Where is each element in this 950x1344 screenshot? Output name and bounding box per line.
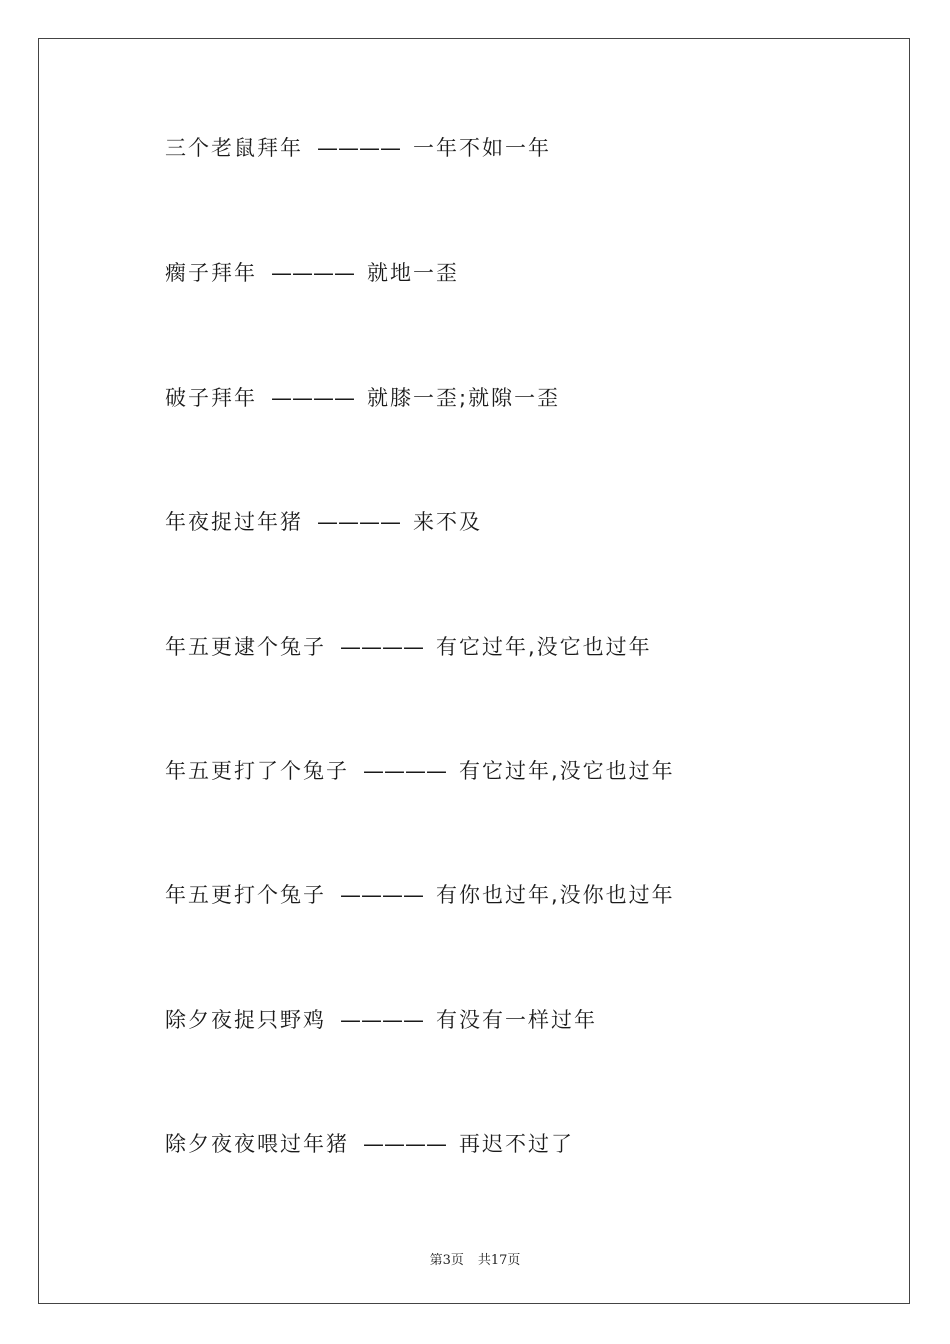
saying-right: 有你也过年,没你也过年 bbox=[436, 883, 675, 907]
saying-right: 就膝一歪;就隙一歪 bbox=[367, 386, 561, 410]
saying-right: 一年不如一年 bbox=[413, 136, 551, 160]
separator-dash: ———— bbox=[271, 261, 355, 285]
saying-left: 三个老鼠拜年 bbox=[165, 136, 303, 160]
saying-line bbox=[165, 885, 675, 906]
saying-line bbox=[165, 1134, 574, 1155]
saying-line bbox=[165, 388, 560, 409]
saying-left: 年夜捉过年猪 bbox=[165, 510, 303, 534]
separator-dash: ———— bbox=[340, 883, 424, 907]
page-number: 第3页 bbox=[429, 1253, 464, 1268]
separator-dash: ———— bbox=[363, 1132, 447, 1156]
saying-right: 有它过年,没它也过年 bbox=[459, 759, 675, 783]
saying-right: 再迟不过了 bbox=[459, 1132, 574, 1156]
saying-left: 除夕夜夜喂过年猪 bbox=[165, 1132, 349, 1156]
saying-line bbox=[165, 512, 482, 533]
saying-line bbox=[165, 1010, 597, 1031]
separator-dash: ———— bbox=[317, 510, 401, 534]
separator-dash: ———— bbox=[363, 759, 447, 783]
saying-right: 来不及 bbox=[413, 510, 482, 534]
saying-left: 年五更逮个兔子 bbox=[165, 635, 326, 659]
page-total: 共17页 bbox=[477, 1253, 521, 1268]
saying-left: 年五更打了个兔子 bbox=[165, 759, 349, 783]
page-footer bbox=[0, 1249, 950, 1268]
saying-line bbox=[165, 761, 675, 782]
saying-right: 有没有一样过年 bbox=[436, 1008, 597, 1032]
saying-line bbox=[165, 263, 459, 284]
separator-dash: ———— bbox=[340, 635, 424, 659]
saying-left: 瘸子拜年 bbox=[165, 261, 257, 285]
saying-right: 有它过年,没它也过年 bbox=[436, 635, 652, 659]
saying-line bbox=[165, 138, 551, 159]
saying-left: 破子拜年 bbox=[165, 386, 257, 410]
saying-line bbox=[165, 637, 652, 658]
saying-left: 除夕夜捉只野鸡 bbox=[165, 1008, 326, 1032]
separator-dash: ———— bbox=[317, 136, 401, 160]
saying-left: 年五更打个兔子 bbox=[165, 883, 326, 907]
separator-dash: ———— bbox=[271, 386, 355, 410]
saying-right: 就地一歪 bbox=[367, 261, 459, 285]
separator-dash: ———— bbox=[340, 1008, 424, 1032]
page-frame bbox=[38, 38, 910, 1304]
